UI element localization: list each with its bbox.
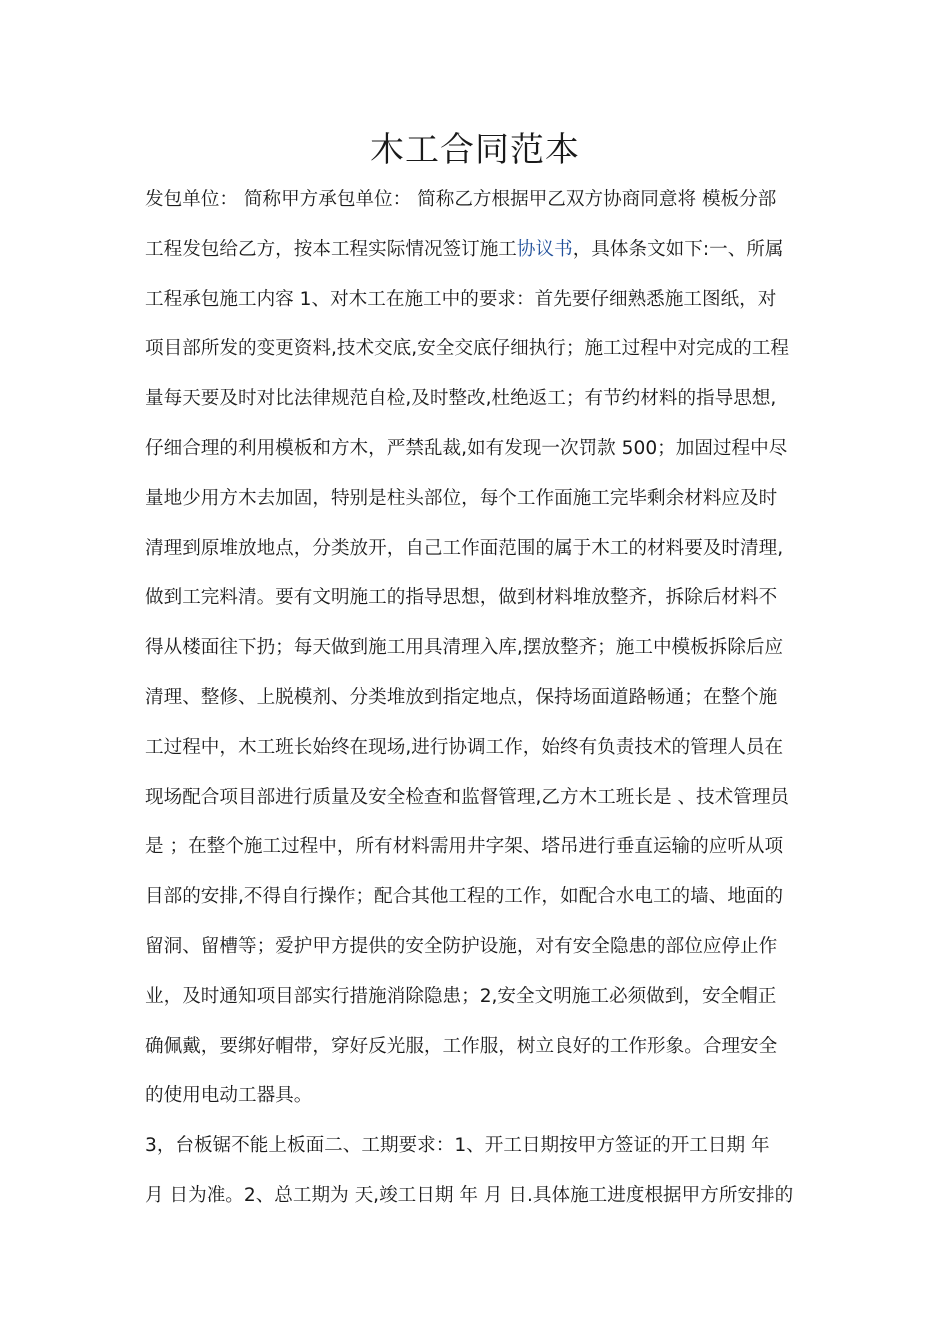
body-line: 做到工完料清。要有文明施工的指导思想，做到材料堆放整齐，拆除后材料不: [145, 587, 778, 609]
body-line: 清理到原堆放地点，分类放开，自己工作面范围的属于木工的材料要及时清理,: [145, 537, 784, 559]
body-line: 得从楼面往下扔；每天做到施工用具清理入库,摆放整齐；施工中模板拆除后应: [145, 637, 784, 659]
body-line: 发包单位： 简称甲方承包单位： 简称乙方根据甲乙双方协商同意将 模板分部: [145, 189, 777, 210]
body-line: 的使用电动工器具。: [145, 1085, 313, 1107]
agreement-link[interactable]: 协议书: [516, 238, 573, 260]
document-title: 木工合同范本: [370, 130, 580, 170]
body-line: 量每天要及时对比法律规范自检,及时整改,杜绝返工；有节约材料的指导思想,: [145, 388, 777, 410]
body-line: 是 ；在整个施工过程中，所有材料需用井字架、塔吊进行垂直运输的应听从项: [145, 836, 784, 858]
body-line: 业，及时通知项目部实行措施消除隐患；2,安全文明施工必须做到，安全帽正: [145, 985, 777, 1007]
body-line: 目部的安排,不得自行操作；配合其他工程的工作，如配合水电工的墙、地面的: [145, 886, 784, 908]
body-line: 工过程中，木工班长始终在现场,进行协调工作，始终有负责技术的管理人员在: [145, 736, 784, 758]
body-line: 3，台板锯不能上板面二、工期要求：1、开工日期按甲方签证的开工日期 年: [145, 1135, 770, 1157]
body-line: 确佩戴，要绑好帽带，穿好反光服，工作服，树立良好的工作形象。合理安全: [145, 1035, 778, 1057]
body-line: 工程承包施工内容 1、对木工在施工中的要求：首先要仔细熟悉施工图纸，对: [145, 288, 777, 310]
body-line: 仔细合理的利用模板和方木，严禁乱裁,如有发现一次罚款 500；加固过程中尽: [145, 437, 788, 459]
body-line: [145, 232, 807, 282]
body-line-text: ，具体条文如下:一、所属: [572, 238, 784, 260]
document-body: [145, 182, 807, 1228]
body-line: 月 日为准。2、总工期为 天,竣工日期 年 月 日.具体施工进度根据甲方所安排的: [145, 1184, 794, 1206]
body-line-text: 工程发包给乙方，按本工程实际情况签订施工: [145, 238, 517, 260]
body-line: 量地少用方木去加固，特别是柱头部位，每个工作面施工完毕剩余材料应及时: [145, 487, 778, 509]
body-line: 项目部所发的变更资料,技术交底,安全交底仔细执行；施工过程中对完成的工程: [145, 338, 790, 360]
body-line: 留洞、留槽等；爱护甲方提供的安全防护设施，对有安全隐患的部位应停止作: [145, 935, 778, 957]
body-line: 清理、整修、上脱模剂、分类堆放到指定地点，保持场面道路畅通；在整个施: [145, 686, 778, 708]
body-line: 现场配合项目部进行质量及安全检查和监督管理,乙方木工班长是 、技术管理员: [145, 786, 790, 808]
